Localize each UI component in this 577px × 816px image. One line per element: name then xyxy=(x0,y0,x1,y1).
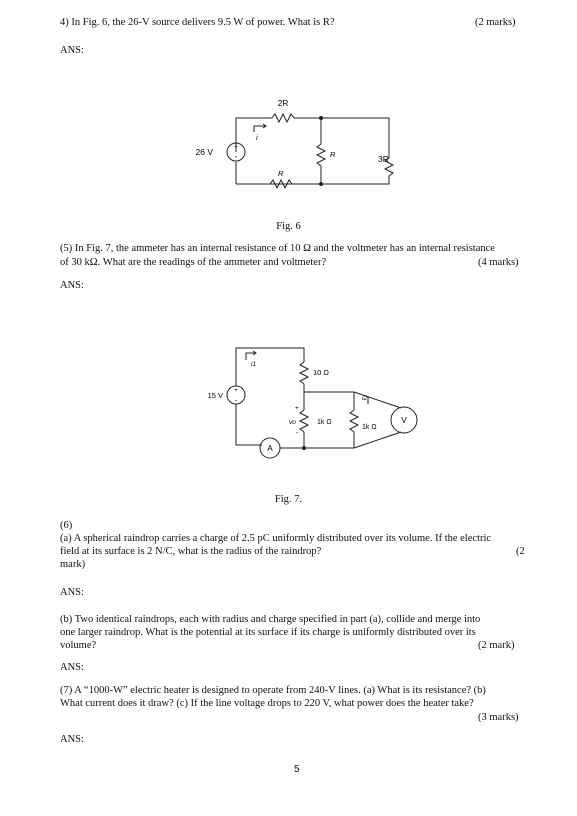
fig7-label-1k-b: 1k Ω xyxy=(362,424,377,431)
q6-a-marks: (2 xyxy=(516,546,525,557)
fig6-label-source: 26 V xyxy=(195,147,213,157)
q5-line2: of 30 kΩ. What are the readings of the ammeter and voltmeter? xyxy=(60,257,327,268)
fig7-label-i1: i1 xyxy=(251,361,257,368)
q6-b-line3: volume? xyxy=(60,640,97,651)
q7-marks: (3 marks) xyxy=(478,712,519,723)
q7-line2: What current does it draw? (c) If the line voltage drops to 220 V, what power does the heater take? xyxy=(60,698,474,709)
fig6-label-r-mid: R xyxy=(330,150,336,159)
q6-b-line1: (b) Two identical raindrops, each with radius and charge specified in part (a), collide and merge into xyxy=(60,614,481,625)
q5-line1: (5) In Fig. 7, the ammeter has an internal resistance of 10 Ω and the voltmeter has an internal resistance xyxy=(60,243,495,254)
fig6-caption: Fig. 6 xyxy=(276,221,301,232)
fig7-voltmeter-label: V xyxy=(401,416,407,425)
q5-ans: ANS: xyxy=(60,280,84,291)
fig6-label-3r: 3R xyxy=(378,154,389,164)
fig6-plus: + xyxy=(233,144,239,151)
figure-7-circuit xyxy=(196,340,426,465)
q6-ans-a: ANS: xyxy=(60,587,84,598)
q6-a-marks2: mark) xyxy=(60,559,86,570)
fig7-label-10: 10 Ω xyxy=(313,368,330,377)
q6-a-line1: (a) A spherical raindrop carries a charge of 2.5 pC uniformly distributed over its volume. If the electric xyxy=(60,533,492,544)
fig6-label-i: i xyxy=(256,133,258,142)
q7-line1: (7) A “1000-W” electric heater is designed to operate from 240-V lines. (a) What is its resistance? (b) xyxy=(60,685,486,696)
q4-ans: ANS: xyxy=(60,45,84,56)
q6-ans-b: ANS: xyxy=(60,662,84,673)
fig7-label-i2: i2 xyxy=(362,395,368,402)
q4-text: 4) In Fig. 6, the 26-V source delivers 9.5 W of power. What is R? xyxy=(60,17,335,28)
figure-6-circuit xyxy=(180,92,410,202)
fig7-label-vo: vo xyxy=(289,419,296,426)
q6-b-line2: one larger raindrop. What is the potential at its surface if its charge is uniformly distributed over its xyxy=(60,627,476,638)
q4-marks: (2 marks) xyxy=(475,17,516,28)
fig6-label-r-bottom: R xyxy=(278,169,284,178)
fig7-caption: Fig. 7. xyxy=(274,494,303,505)
fig7-label-source: 15 V xyxy=(207,391,223,400)
fig7-label-1k-a: 1k Ω xyxy=(317,419,332,426)
q6-number: (6) xyxy=(60,520,73,531)
fig7-vo-minus: - xyxy=(296,430,299,437)
q6-a-line2: field at its surface is 2 N/C, what is the radius of the raindrop? xyxy=(60,546,322,557)
fig7-minus: - xyxy=(234,396,238,405)
fig7-plus: + xyxy=(234,387,238,394)
fig7-ammeter-label: A xyxy=(267,444,273,453)
fig6-label-2r: 2R xyxy=(277,98,289,108)
fig6-minus: - xyxy=(234,152,238,161)
q7-ans: ANS: xyxy=(60,734,84,745)
q6-b-marks: (2 mark) xyxy=(478,640,515,651)
fig7-vo-plus: + xyxy=(295,405,299,412)
page-number: 5 xyxy=(294,764,300,775)
q5-marks: (4 marks) xyxy=(478,257,519,268)
